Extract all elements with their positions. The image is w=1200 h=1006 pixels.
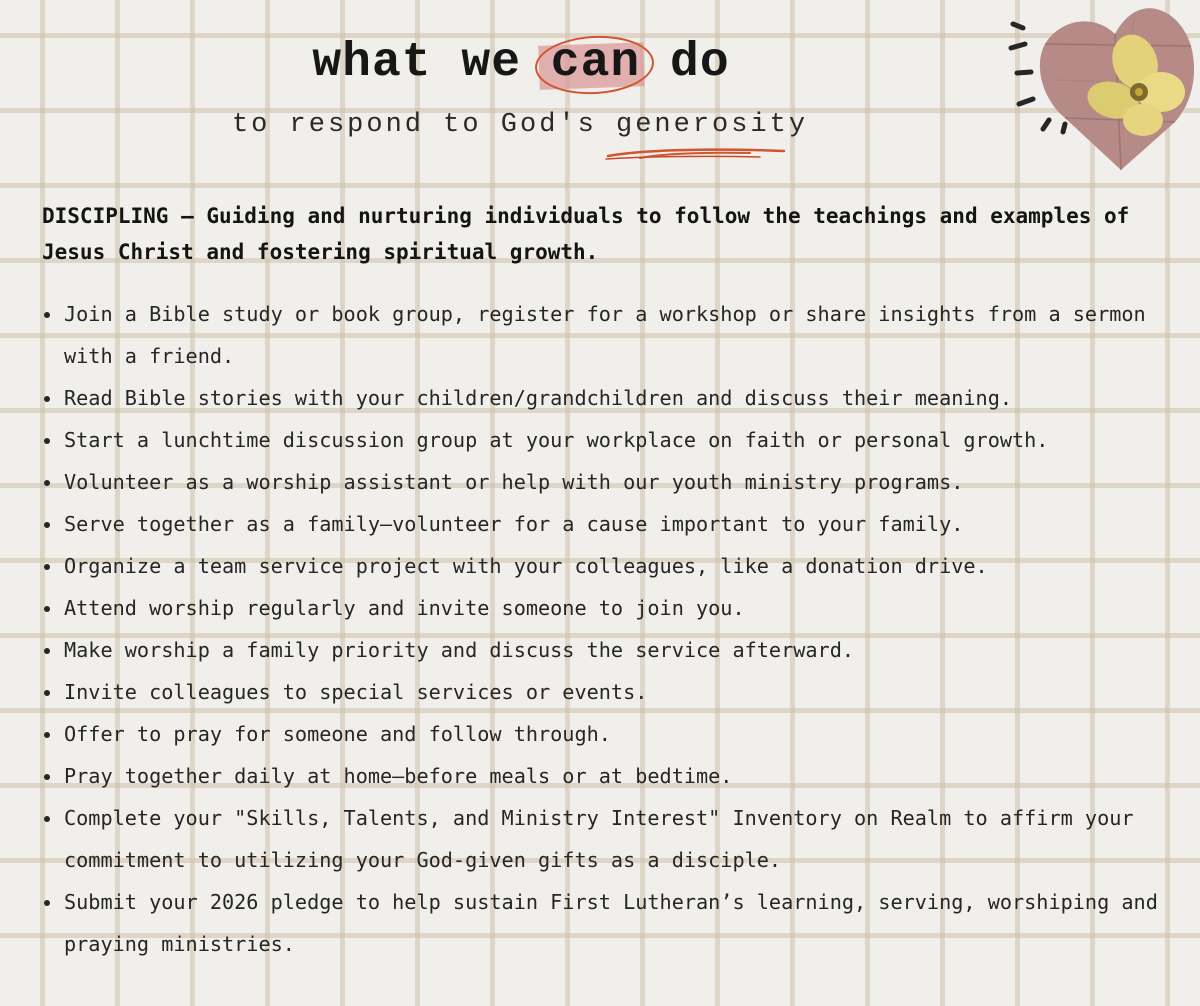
- action-list: [42, 293, 1172, 965]
- list-item: Volunteer as a worship assistant or help with our youth ministry programs.: [42, 461, 1172, 503]
- title-text-start: what we: [312, 36, 551, 90]
- list-item: Read Bible stories with your children/grandchildren and discuss their meaning.: [42, 377, 1172, 419]
- title-highlight: can: [550, 36, 641, 90]
- title-text-end: do: [640, 36, 730, 90]
- list-item: Complete your "Skills, Talents, and Ministry Interest" Inventory on Realm to affirm your commitment to utilizing your God-given gifts as a disciple.: [42, 797, 1172, 881]
- list-item: Invite colleagues to special services or events.: [42, 671, 1172, 713]
- underline-squiggle-icon: [600, 144, 790, 164]
- list-item: Attend worship regularly and invite someone to join you.: [42, 587, 1172, 629]
- list-item: Make worship a family priority and discuss the service afterward.: [42, 629, 1172, 671]
- list-item: Pray together daily at home—before meals or at bedtime.: [42, 755, 1172, 797]
- page-subtitle: to respond to God's generosity: [231, 110, 809, 140]
- list-item: Organize a team service project with your colleagues, like a donation drive.: [42, 545, 1172, 587]
- list-item: Offer to pray for someone and follow through.: [42, 713, 1172, 755]
- list-item: Start a lunchtime discussion group at your workplace on faith or personal growth.: [42, 419, 1172, 461]
- page-title: [0, 36, 1042, 90]
- heart-flower-icon: [1003, 0, 1200, 190]
- list-item: Submit your 2026 pledge to help sustain First Lutheran’s learning, serving, worshiping and praying ministries.: [42, 881, 1172, 965]
- intro-statement: DISCIPLING – Guiding and nurturing individuals to follow the teachings and examples of Jesus Christ and fostering spiritual growth.: [42, 204, 1130, 264]
- list-item: Join a Bible study or book group, register for a workshop or share insights from a sermon with a friend.: [42, 293, 1172, 377]
- list-item: Serve together as a family—volunteer for a cause important to your family.: [42, 503, 1172, 545]
